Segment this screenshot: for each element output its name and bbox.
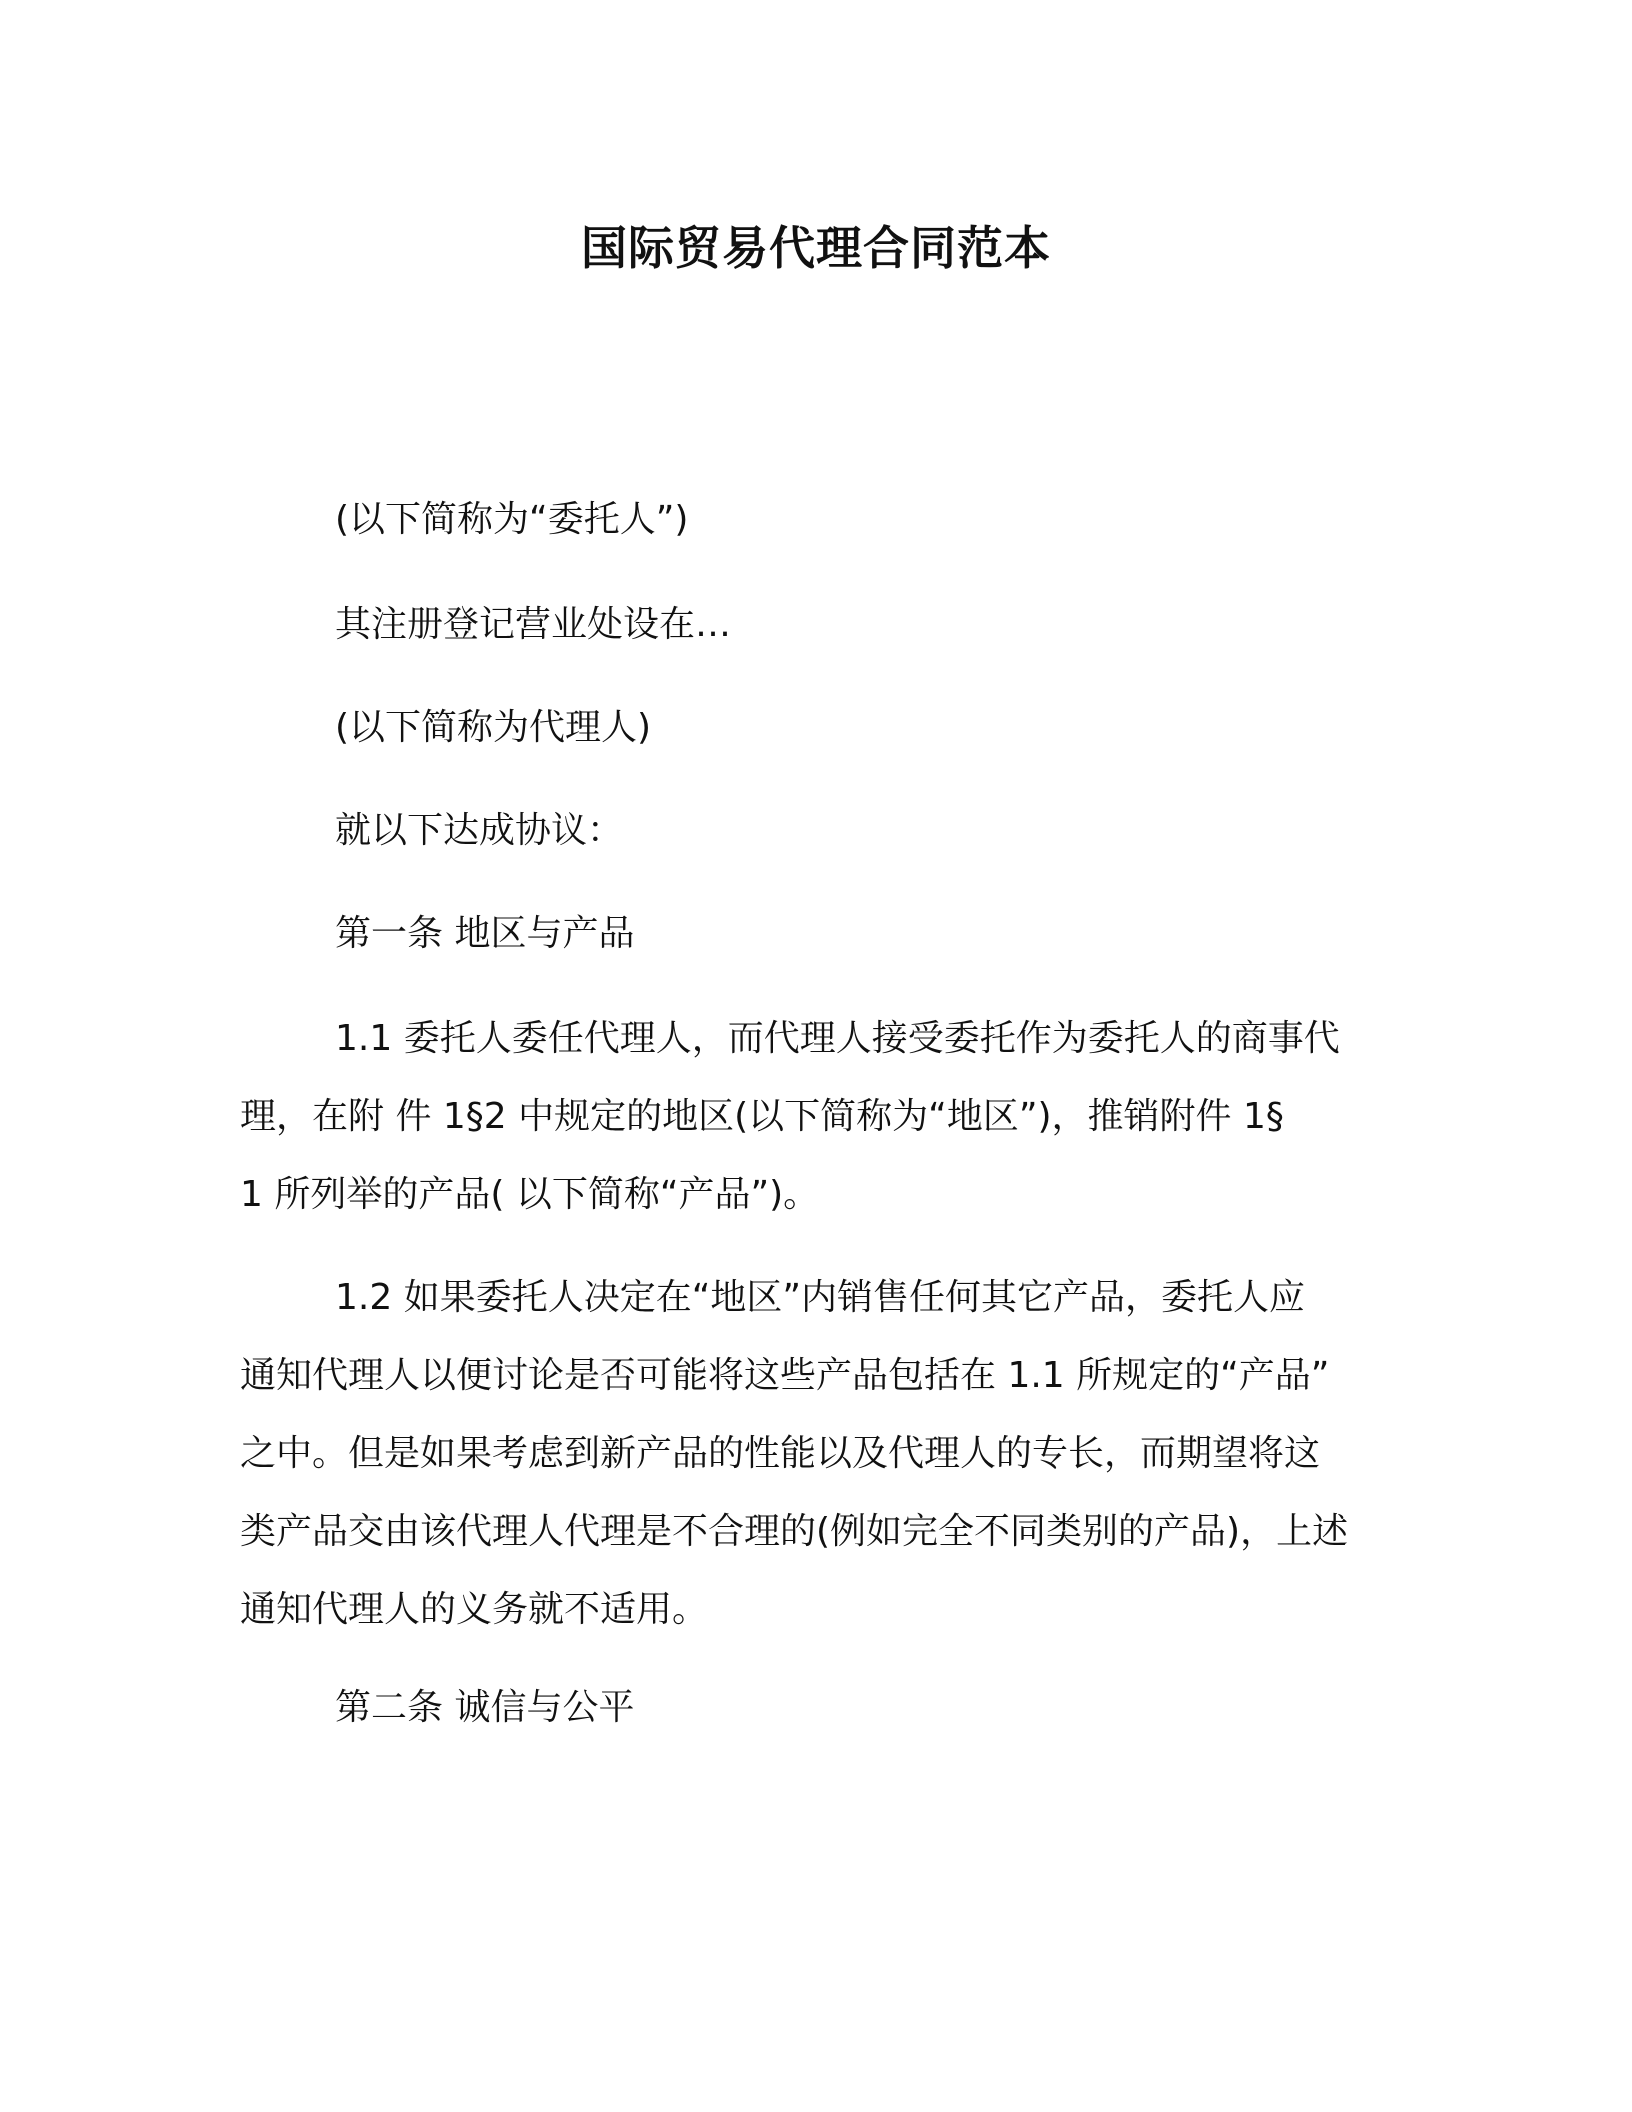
- agreement-intro-line: 就以下达成协议：: [335, 810, 624, 851]
- clause-1-2-line: 通知代理人以便讨论是否可能将这些产品包括在 1.1 所规定的“产品”: [240, 1355, 1330, 1396]
- document-title: 国际贸易代理合同范本: [581, 221, 1051, 275]
- clause-1-2-line: 1.2 如果委托人决定在“地区”内销售任何其它产品，委托人应: [335, 1277, 1305, 1318]
- registered-office-line: 其注册登记营业处设在…: [335, 604, 732, 645]
- clause-1-2: [240, 1259, 1390, 1649]
- article-2-heading: 第二条 诚信与公平: [335, 1687, 635, 1728]
- principal-designation-line: (以下简称为“委托人”): [335, 499, 689, 540]
- clause-1-1-line: 1 所列举的产品( 以下简称“产品”)。: [240, 1174, 820, 1215]
- article-1-heading: 第一条 地区与产品: [335, 913, 635, 954]
- clause-1-2-line: 通知代理人的义务就不适用。: [240, 1589, 709, 1630]
- clause-1-1-line: 1.1 委托人委任代理人，而代理人接受委托作为委托人的商事代: [335, 1018, 1340, 1059]
- clause-1-2-line: 类产品交由该代理人代理是不合理的(例如完全不同类别的产品)，上述: [240, 1511, 1349, 1552]
- agent-designation-line: (以下简称为代理人): [335, 707, 652, 748]
- clause-1-1-line: 理，在附 件 1§2 中规定的地区(以下简称为“地区”)，推销附件 1§: [240, 1096, 1284, 1137]
- clause-1-2-line: 之中。但是如果考虑到新产品的性能以及代理人的专长，而期望将这: [240, 1433, 1321, 1474]
- clause-1-1: [240, 1000, 1390, 1234]
